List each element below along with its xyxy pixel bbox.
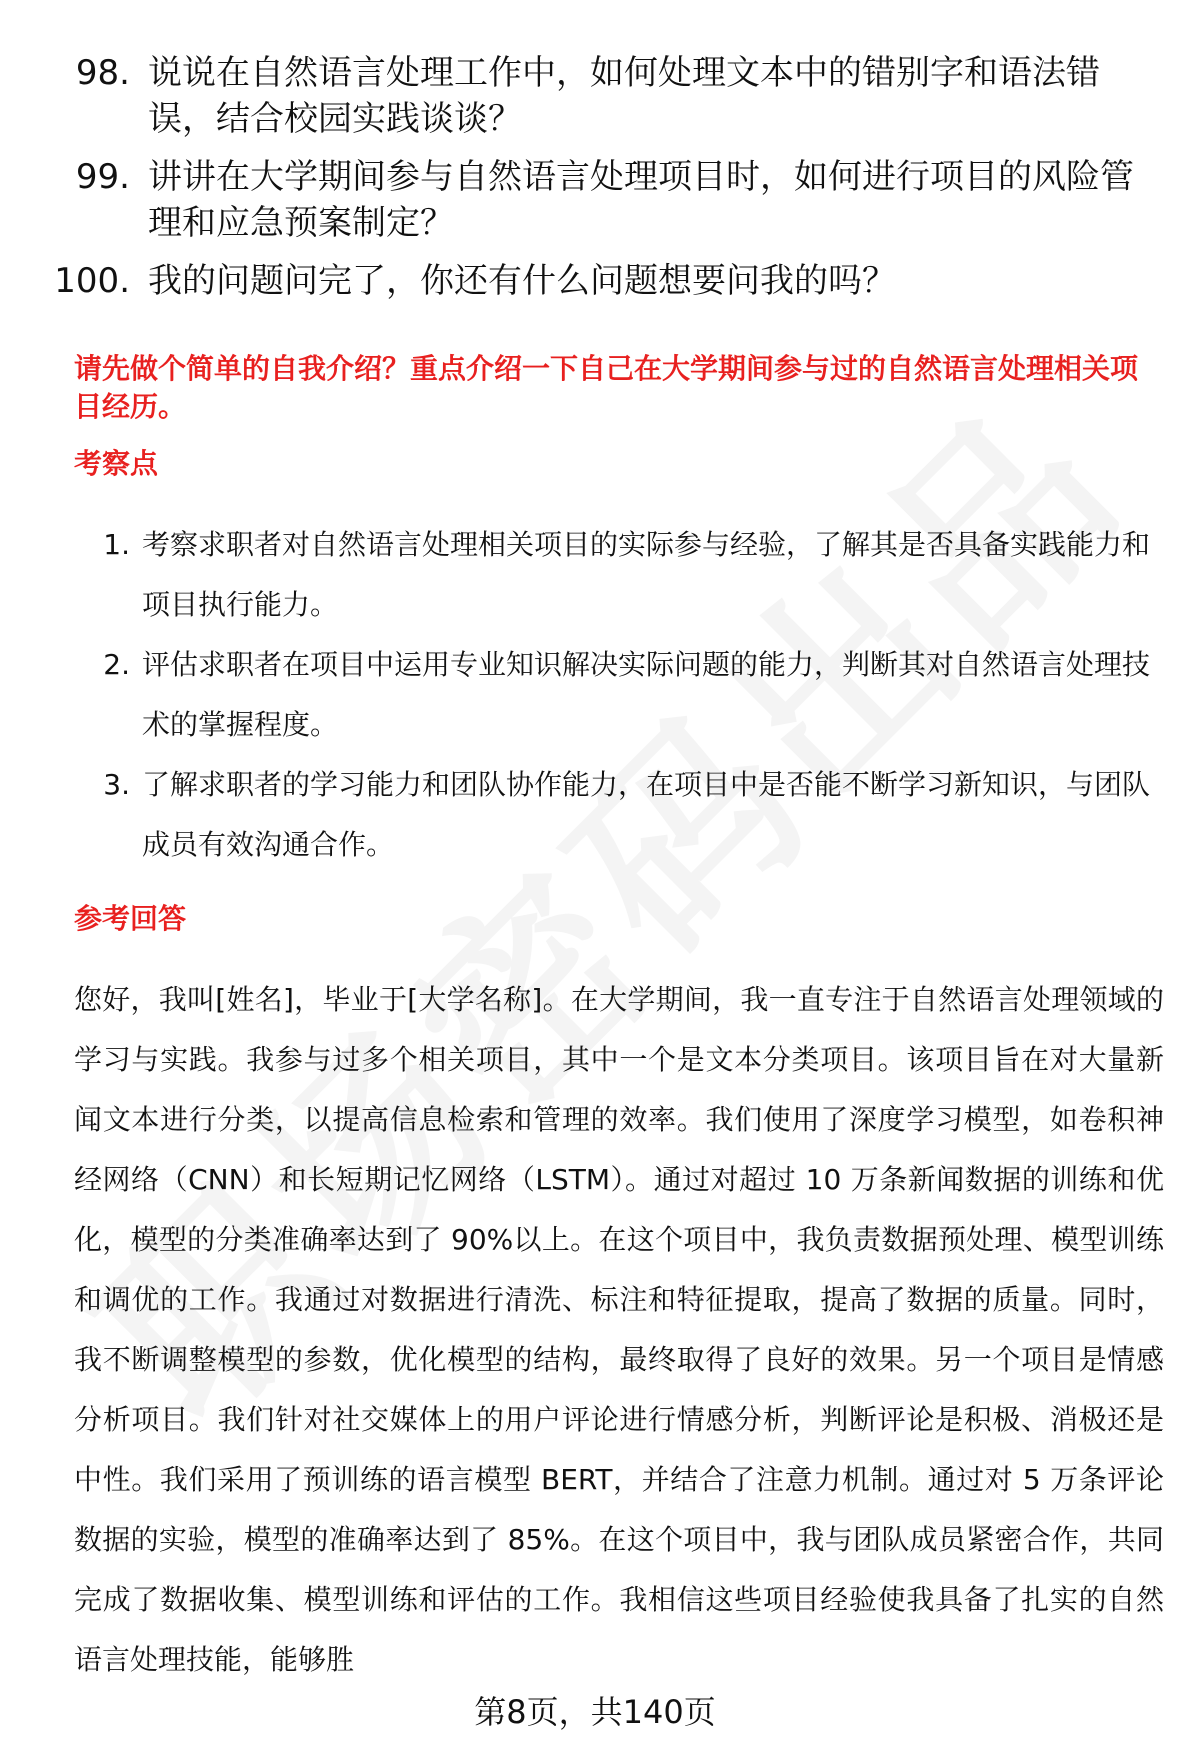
page-footer: 第8页，共140页: [474, 1693, 716, 1731]
question-item: [40, 50, 1160, 142]
question-text: 讲讲在大学期间参与自然语言处理项目时，如何进行项目的风险管理和应急预案制定？: [148, 157, 1134, 243]
question-number: 98.: [75, 53, 130, 93]
point-item: [74, 515, 1160, 635]
point-text: 了解求职者的学习能力和团队协作能力，在项目中是否能不断学习新知识，与团队成员有效沟通合作。: [142, 768, 1151, 861]
question-text: 我的问题问完了，你还有什么问题想要问我的吗？: [148, 261, 896, 301]
question-item: [40, 154, 1160, 246]
point-number: 1.: [103, 528, 130, 561]
point-item: [74, 755, 1160, 875]
answer-text: 您好，我叫[姓名]，毕业于[大学名称]。在大学期间，我一直专注于自然语言处理领域的学习与实践。我参与过多个相关项目，其中一个是文本分类项目。该项目旨在对大量新闻文本进行分类，以提高信息检索和管理的效率。我们使用了深度学习模型，如卷积神经网络（CNN）和长短期记忆网络（LSTM）。通过对超过 10 万条新闻数据的训练和优化，模型的分类准确率达到了 90%以上。在这个项目中，我负责数据预处理、模型训练和调优的工作。我通过对数据进行清洗、标注和特征提取，提高了数据的质量。同时，我不断调整模型的参数，优化模型的结构，最终取得了良好的效果。另一个项目是情感分析项目。我们针对社交媒体上的用户评论进行情感分析，判断评论是积极、消极还是中性。我们采用了预训练的语言模型 BERT，并结合了注意力机制。通过对 5 万条评论数据的实验，模型的准确率达到了 85%。在这个项目中，我与团队成员紧密合作，共同完成了数据收集、模型训练和评估的工作。我相信这些项目经验使我具备了扎实的自然语言处理技能，能够胜: [74, 983, 1164, 1676]
section-heading: 请先做个简单的自我介绍？重点介绍一下自己在大学期间参与过的自然语言处理相关项目经历。: [74, 352, 1139, 423]
points-title: 考察点: [74, 447, 159, 480]
point-text: 评估求职者在项目中运用专业知识解决实际问题的能力，判断其对自然语言处理技术的掌握程度。: [142, 648, 1151, 741]
question-number: 99.: [75, 157, 130, 197]
points-list: [74, 515, 1160, 875]
point-number: 2.: [103, 648, 130, 681]
point-text: 考察求职者对自然语言处理相关项目的实际参与经验，了解其是否具备实践能力和项目执行能力。: [142, 528, 1151, 621]
answer-title: 参考回答: [74, 902, 187, 935]
question-list: [40, 50, 1160, 316]
question-text: 说说在自然语言处理工作中，如何处理文本中的错别字和语法错误，结合校园实践谈谈？: [148, 53, 1100, 139]
point-item: [74, 635, 1160, 755]
question-number: 100.: [54, 261, 130, 301]
question-item: [40, 258, 1160, 304]
point-number: 3.: [103, 768, 130, 801]
